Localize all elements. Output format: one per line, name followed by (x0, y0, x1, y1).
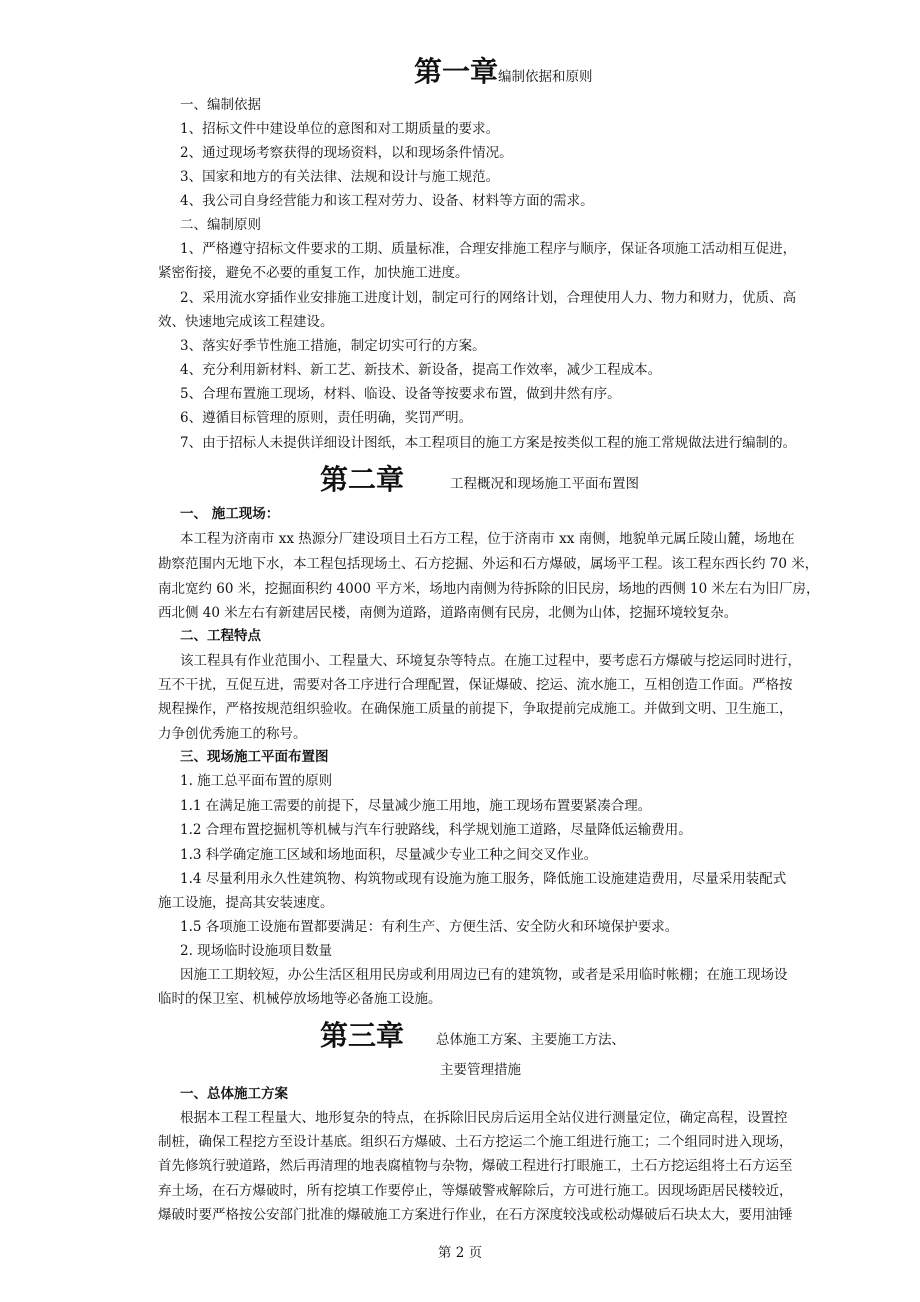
paragraph-line: 首先修筑行驶道路，然后再清理的地表腐植物与杂物，爆破工程进行打眼施工，土石方挖运组将土石方运至 (158, 1158, 793, 1174)
paragraph-line: 4、充分利用新材料、新工艺、新技术、新设备，提高工作效率，减少工程成本。 (180, 362, 662, 378)
paragraph-line: 互不干扰，互促互进，需要对各工序进行合理配置，保证爆破、挖运、流水施工，互相创造工作面。严格按 (158, 677, 793, 693)
chapter-2-subtitle: 工程概况和现场施工平面布置图 (450, 476, 639, 492)
paragraph-line: 紧密衔接，避免不必要的重复工作，加快施工进度。 (158, 265, 469, 281)
paragraph-line: 1.5 各项施工设施布置都要满足：有利生产、方便生活、安全防火和环境保护要求。 (180, 919, 679, 935)
paragraph-line: 1、招标文件中建设单位的意图和对工期质量的要求。 (180, 121, 500, 137)
paragraph-line: 弃土场，在石方爆破时，所有挖填工作要停止，等爆破警戒解除后，方可进行施工。因现场距居民楼较近， (158, 1183, 793, 1199)
paragraph-line: 制桩，确保工程挖方至设计基底。组织石方爆破、土石方挖运二个施工组进行施工；二个组同时进入现场， (158, 1134, 793, 1150)
paragraph-line: 1.1 在满足施工需要的前提下，尽量减少施工用地，施工现场布置要紧凑合理。 (180, 798, 652, 814)
paragraph-line: 4、我公司自身经营能力和该工程对劳力、设备、材料等方面的需求。 (180, 193, 594, 209)
paragraph-line: 效、快速地完成该工程建设。 (158, 314, 334, 330)
paragraph-line: 3、国家和地方的有关法律、法规和设计与施工规范。 (180, 169, 500, 185)
paragraph-line: 5、合理布置施工现场，材料、临设、设备等按要求布置，做到井然有序。 (180, 386, 621, 402)
paragraph-line: 南北宽约 60 米，挖掘面积约 4000 平方米，场地内南侧为待拆除的旧民房，场地的西侧 10 米左右为旧厂房， (158, 581, 820, 597)
paragraph-line: 2、采用流水穿插作业安排施工进度计划，制定可行的网络计划，合理使用人力、物力和财力，优质、高 (180, 290, 797, 306)
chapter-3-subtitle: 总体施工方案、主要施工方法、 (436, 1032, 625, 1048)
section-title: 一、 施工现场： (180, 506, 280, 522)
paragraph-line: 1.3 科学确定施工区域和场地面积，尽量减少专业工种之间交叉作业。 (180, 847, 598, 863)
chapter-3-heading: 第三章 (320, 1019, 405, 1052)
section-title: 一、总体施工方案 (180, 1086, 288, 1102)
paragraph-line: 本工程为济南市 xx 热源分厂建设项目土石方工程，位于济南市 xx 南侧，地貌单元属丘陵山麓，场地在 (180, 531, 795, 547)
paragraph-line: 力争创优秀施工的称号。 (158, 726, 307, 742)
chapter-3-subtitle-cont: 主要管理措施 (440, 1062, 521, 1078)
paragraph-line: 西北侧 40 米左右有新建居民楼，南侧为道路，道路南侧有民房，北侧为山体，挖掘环境较复杂。 (158, 605, 738, 621)
section-title: 二、编制原则 (180, 217, 261, 233)
paragraph-line: 2、通过现场考察获得的现场资料，以和现场条件情况。 (180, 145, 513, 161)
paragraph-line: 6、遵循目标管理的原则，责任明确，奖罚严明。 (180, 410, 473, 426)
paragraph-line: 根据本工程工程量大、地形复杂的特点，在拆除旧民房后运用全站仪进行测量定位，确定高程，设置控 (180, 1110, 788, 1126)
section-title: 三、现场施工平面布置图 (180, 749, 329, 765)
paragraph-line: 因施工工期较短，办公生活区租用民房或利用周边已有的建筑物，或者是采用临时帐棚；在施工现场设 (180, 967, 788, 983)
paragraph-line: 该工程具有作业范围小、工程量大、环境复杂等特点。在施工过程中，要考虑石方爆破与挖运同时进行， (180, 653, 801, 669)
paragraph-line: 临时的保卫室、机械停放场地等必备施工设施。 (158, 991, 442, 1007)
paragraph-line: 施工设施，提高其安装速度。 (158, 895, 334, 911)
paragraph-line: 3、落实好季节性施工措施，制定切实可行的方案。 (180, 338, 486, 354)
paragraph-line: 1.4 尽量利用永久性建筑物、构筑物或现有设施为施工服务，降低施工设施建造费用，尽量采用装配式 (180, 871, 787, 887)
paragraph-line: 1. 施工总平面布置的原则 (180, 773, 333, 789)
section-title: 二、工程特点 (180, 628, 261, 644)
chapter-1-subtitle: 编制依据和原则 (498, 69, 593, 85)
paragraph-line: 1、严格遵守招标文件要求的工期、质量标准，合理安排施工程序与顺序，保证各项施工活动相互促进， (180, 241, 797, 257)
paragraph-line: 勘察范围内无地下水，本工程包括现场土、石方挖掘、外运和石方爆破，属场平工程。该工程东西长约 70 米， (158, 556, 819, 572)
section-title: 一、编制依据 (180, 97, 261, 113)
paragraph-line: 规程操作，严格按规范组织验收。在确保施工质量的前提下，争取提前完成施工。并做到文明、卫生施工， (158, 701, 793, 717)
page-number: 第 2 页 (437, 1245, 483, 1261)
paragraph-line: 1.2 合理布置挖掘机等机械与汽车行驶路线，科学规划施工道路，尽量降低运输费用。 (180, 822, 692, 838)
paragraph-line: 7、由于招标人未提供详细设计图纸，本工程项目的施工方案是按类似工程的施工常规做法进行编制的。 (180, 435, 797, 451)
chapter-1-heading: 第一章 (414, 55, 499, 88)
chapter-2-heading: 第二章 (320, 463, 405, 496)
paragraph-line: 爆破时要严格按公安部门批准的爆破施工方案进行作业，在石方深度较浅或松动爆破后石块太大，要用油锤 (158, 1207, 793, 1223)
chapter-1-title (414, 55, 593, 89)
paragraph-line: 2. 现场临时设施项目数量 (180, 943, 333, 959)
